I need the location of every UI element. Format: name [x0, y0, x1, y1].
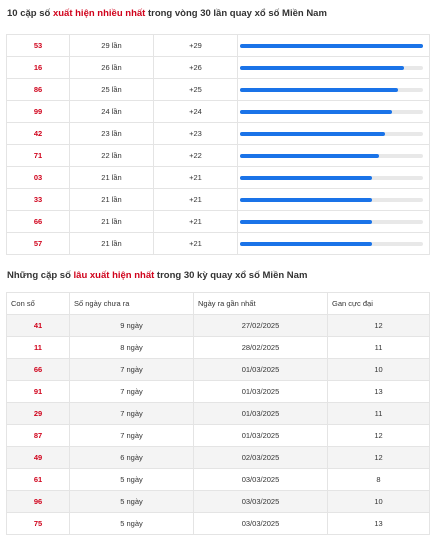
count-cell: 29 lần: [70, 35, 154, 57]
title-highlight: xuất hiện nhiều nhất: [52, 8, 146, 19]
progress-fill: [240, 44, 423, 48]
title-prefix: 10 cặp số: [7, 8, 53, 19]
last-date-cell: 01/03/2025: [194, 359, 328, 381]
max-gap-cell: 12: [328, 447, 430, 469]
table-row: [7, 513, 430, 535]
delta-cell: +21: [154, 189, 238, 211]
table-row: [7, 123, 430, 145]
bar-cell: [238, 101, 430, 123]
number-cell: 71: [7, 145, 70, 167]
number-cell: 11: [7, 337, 70, 359]
bar-cell: [238, 211, 430, 233]
max-gap-cell: 10: [328, 359, 430, 381]
last-date-cell: 27/02/2025: [194, 315, 328, 337]
progress-track: [240, 88, 423, 92]
progress-track: [240, 242, 423, 246]
delta-cell: +26: [154, 57, 238, 79]
bar-cell: [238, 167, 430, 189]
bar-cell: [238, 189, 430, 211]
progress-fill: [240, 132, 385, 136]
days-absent-cell: 6 ngày: [70, 447, 194, 469]
last-date-cell: 03/03/2025: [194, 469, 328, 491]
longest-absent-title: [7, 270, 307, 281]
progress-fill: [240, 220, 372, 224]
days-absent-cell: 7 ngày: [70, 403, 194, 425]
count-cell: 26 lần: [70, 57, 154, 79]
table-row: [7, 211, 430, 233]
number-cell: 61: [7, 469, 70, 491]
header-number: Con số: [7, 293, 70, 315]
max-gap-cell: 12: [328, 425, 430, 447]
longest-absent-table: [6, 292, 430, 535]
number-cell: 91: [7, 381, 70, 403]
table-row: [7, 57, 430, 79]
last-date-cell: 02/03/2025: [194, 447, 328, 469]
bar-cell: [238, 57, 430, 79]
number-cell: 53: [7, 35, 70, 57]
last-date-cell: 03/03/2025: [194, 513, 328, 535]
title-suffix: trong 30 kỳ quay xổ số Miền Nam: [154, 270, 308, 281]
table-row: [7, 35, 430, 57]
progress-track: [240, 198, 423, 202]
progress-fill: [240, 154, 379, 158]
last-date-cell: 03/03/2025: [194, 491, 328, 513]
count-cell: 23 lần: [70, 123, 154, 145]
bar-cell: [238, 35, 430, 57]
number-cell: 33: [7, 189, 70, 211]
number-cell: 99: [7, 101, 70, 123]
count-cell: 21 lần: [70, 233, 154, 255]
table-row: [7, 381, 430, 403]
table-header-row: [7, 293, 430, 315]
max-gap-cell: 13: [328, 513, 430, 535]
number-cell: 03: [7, 167, 70, 189]
delta-cell: +29: [154, 35, 238, 57]
max-gap-cell: 13: [328, 381, 430, 403]
progress-track: [240, 44, 423, 48]
number-cell: 66: [7, 359, 70, 381]
bar-cell: [238, 79, 430, 101]
table-row: [7, 233, 430, 255]
table-row: [7, 359, 430, 381]
delta-cell: +25: [154, 79, 238, 101]
table-row: [7, 167, 430, 189]
days-absent-cell: 7 ngày: [70, 425, 194, 447]
header-last-date: Ngày ra gần nhất: [194, 293, 328, 315]
days-absent-cell: 9 ngày: [70, 315, 194, 337]
max-gap-cell: 11: [328, 403, 430, 425]
progress-track: [240, 66, 423, 70]
progress-fill: [240, 242, 372, 246]
table-row: [7, 425, 430, 447]
count-cell: 21 lần: [70, 189, 154, 211]
progress-track: [240, 176, 423, 180]
number-cell: 75: [7, 513, 70, 535]
count-cell: 24 lần: [70, 101, 154, 123]
days-absent-cell: 8 ngày: [70, 337, 194, 359]
table-row: [7, 337, 430, 359]
progress-fill: [240, 110, 392, 114]
last-date-cell: 28/02/2025: [194, 337, 328, 359]
progress-fill: [240, 198, 372, 202]
table-row: [7, 145, 430, 167]
progress-track: [240, 110, 423, 114]
last-date-cell: 01/03/2025: [194, 425, 328, 447]
count-cell: 21 lần: [70, 167, 154, 189]
table-row: [7, 403, 430, 425]
number-cell: 57: [7, 233, 70, 255]
days-absent-cell: 5 ngày: [70, 513, 194, 535]
table-row: [7, 189, 430, 211]
bar-cell: [238, 123, 430, 145]
title-prefix: Những cặp số: [7, 270, 74, 281]
count-cell: 22 lần: [70, 145, 154, 167]
max-gap-cell: 11: [328, 337, 430, 359]
days-absent-cell: 5 ngày: [70, 469, 194, 491]
number-cell: 86: [7, 79, 70, 101]
progress-track: [240, 154, 423, 158]
number-cell: 42: [7, 123, 70, 145]
max-gap-cell: 10: [328, 491, 430, 513]
number-cell: 41: [7, 315, 70, 337]
number-cell: 96: [7, 491, 70, 513]
days-absent-cell: 5 ngày: [70, 491, 194, 513]
count-cell: 21 lần: [70, 211, 154, 233]
header-max-gap: Gan cực đại: [328, 293, 430, 315]
table-row: [7, 447, 430, 469]
progress-fill: [240, 176, 372, 180]
table-row: [7, 491, 430, 513]
number-cell: 66: [7, 211, 70, 233]
days-absent-cell: 7 ngày: [70, 359, 194, 381]
title-suffix: trong vòng 30 lần quay xổ số Miền Nam: [145, 8, 327, 19]
number-cell: 16: [7, 57, 70, 79]
number-cell: 49: [7, 447, 70, 469]
most-frequent-title: [7, 8, 327, 19]
delta-cell: +24: [154, 101, 238, 123]
bar-cell: [238, 233, 430, 255]
delta-cell: +21: [154, 167, 238, 189]
most-frequent-table: [6, 34, 430, 255]
progress-track: [240, 220, 423, 224]
days-absent-cell: 7 ngày: [70, 381, 194, 403]
table-row: [7, 315, 430, 337]
number-cell: 87: [7, 425, 70, 447]
progress-fill: [240, 66, 404, 70]
count-cell: 25 lần: [70, 79, 154, 101]
max-gap-cell: 12: [328, 315, 430, 337]
table-row: [7, 469, 430, 491]
title-highlight: lâu xuất hiện nhất: [73, 270, 155, 281]
bar-cell: [238, 145, 430, 167]
max-gap-cell: 8: [328, 469, 430, 491]
last-date-cell: 01/03/2025: [194, 403, 328, 425]
progress-fill: [240, 88, 398, 92]
header-days-absent: Số ngày chưa ra: [70, 293, 194, 315]
delta-cell: +22: [154, 145, 238, 167]
table-row: [7, 79, 430, 101]
table-row: [7, 101, 430, 123]
number-cell: 29: [7, 403, 70, 425]
delta-cell: +23: [154, 123, 238, 145]
last-date-cell: 01/03/2025: [194, 381, 328, 403]
delta-cell: +21: [154, 211, 238, 233]
delta-cell: +21: [154, 233, 238, 255]
progress-track: [240, 132, 423, 136]
